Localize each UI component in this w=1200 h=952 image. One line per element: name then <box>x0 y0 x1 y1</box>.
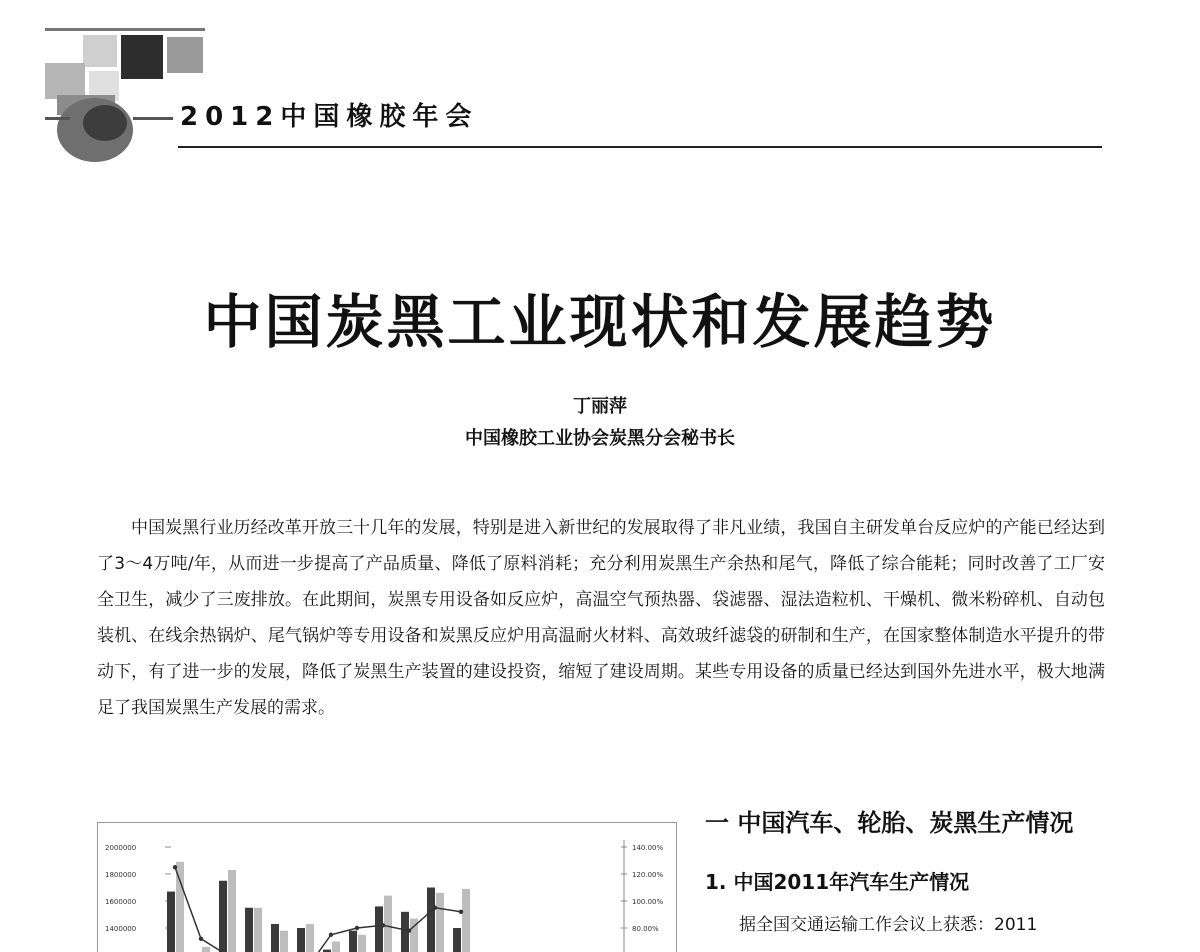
line-point <box>407 929 411 933</box>
left-tick-label: 1800000 <box>105 871 137 879</box>
line-point <box>459 910 463 914</box>
line-point <box>329 933 333 937</box>
right-tick-label: 140.00% <box>632 844 664 852</box>
bar <box>427 888 435 952</box>
left-tick-label: 2000000 <box>105 844 137 852</box>
bar <box>332 942 340 952</box>
bar <box>254 908 262 952</box>
bar <box>462 889 470 952</box>
line-point <box>355 926 359 930</box>
conference-title: 2012中国橡胶年会 <box>180 102 479 132</box>
bar <box>306 924 314 952</box>
subsection-heading: 1. 中国2011年汽车生产情况 <box>705 870 970 894</box>
bar <box>384 896 392 952</box>
bar <box>202 947 210 952</box>
article-title: 中国炭黑工业现状和发展趋势 <box>203 288 997 356</box>
header-divider <box>178 146 1102 148</box>
left-tick-label: 1600000 <box>105 898 137 906</box>
bar <box>167 892 175 952</box>
line-point <box>381 923 385 927</box>
bar <box>297 928 305 952</box>
bar <box>245 908 253 952</box>
author-name: 丁丽萍 <box>573 396 627 417</box>
right-tick-label: 120.00% <box>632 871 664 879</box>
bar <box>349 931 357 952</box>
line-point <box>199 937 203 941</box>
right-tick-label: 100.00% <box>632 898 664 906</box>
bar <box>219 881 227 952</box>
production-chart <box>97 822 677 952</box>
right-tick-label: 80.00% <box>632 925 659 933</box>
left-tick-label: 1400000 <box>105 925 137 933</box>
bar <box>453 928 461 952</box>
bar <box>228 870 236 952</box>
bar <box>280 931 288 952</box>
author-affiliation: 中国橡胶工业协会炭黑分会秘书长 <box>465 428 735 449</box>
section-heading: 一 中国汽车、轮胎、炭黑生产情况 <box>705 809 1074 837</box>
line-point <box>173 865 177 869</box>
line-point <box>433 906 437 910</box>
bar <box>375 906 383 952</box>
body-paragraph: 据全国交通运输工作会议上获悉：2011 <box>739 915 1038 935</box>
bar <box>358 935 366 952</box>
bar <box>436 893 444 952</box>
intro-paragraph: 中国炭黑行业历经改革开放三十几年的发展，特别是进入新世纪的发展取得了非凡业绩，我国自主研发单台反应炉的产能已经达到了3～4万吨/年，从而进一步提高了产品质量、降低了原料消耗；充分利用炭黑生产余热和尾气，降低了综合能耗；同时改善了工厂安全卫生，减少了三废排放。在此期间，炭黑专用设备如反应炉，高温空气预热器、袋滤器、湿法造粒机、干燥机、微米粉碎机、自动包装机、在线余热锅炉、尾气锅炉等专用设备和炭黑反应炉用高温耐火材料、高效玻纤滤袋的研制和生产，在国家整体制造水平提升的带动下，有了进一步的发展，降低了炭黑生产装置的建设投资，缩短了建设周期。某些专用设备的质量已经达到国外先进水平，极大地满足了我国炭黑生产发展的需求。 <box>97 518 1105 718</box>
bar <box>271 924 279 952</box>
